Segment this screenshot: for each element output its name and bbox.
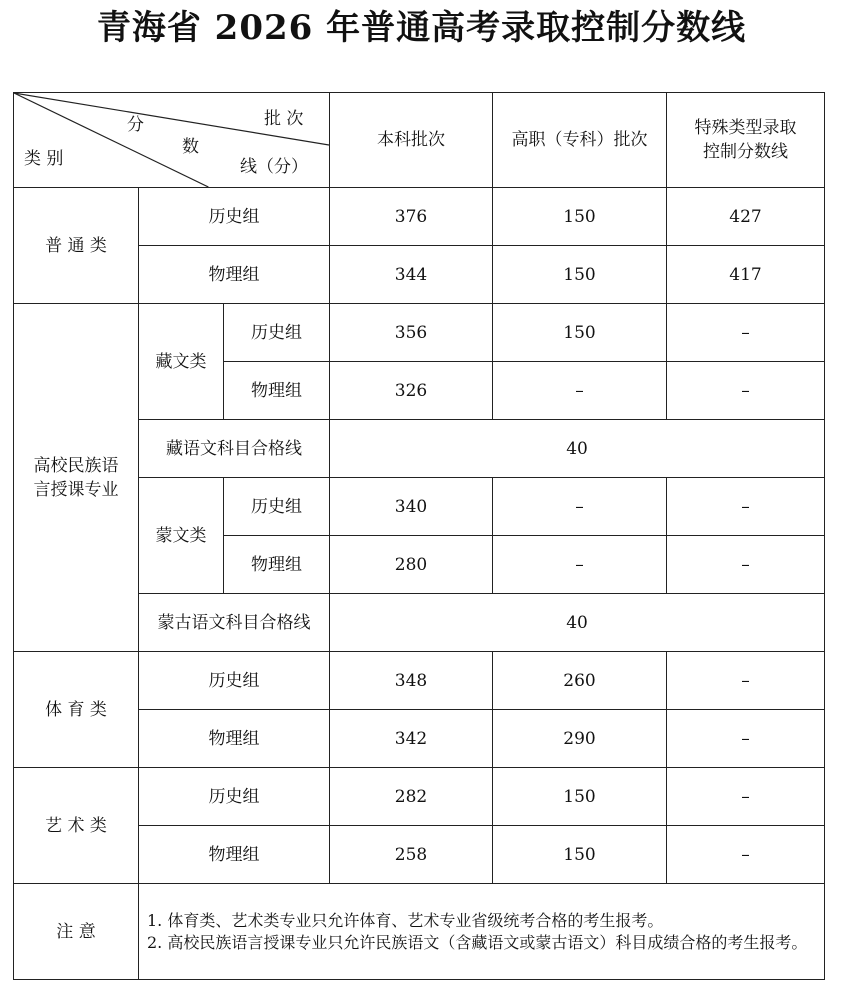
diagonal-header-cell	[14, 93, 330, 188]
category-putong: 普 通 类	[14, 188, 139, 304]
score-gaozhi: 150	[493, 188, 667, 246]
score-gaozhi: 150	[493, 768, 667, 826]
score-teshu: –	[667, 710, 825, 768]
table-row	[14, 188, 825, 246]
col-header-gaozhi: 高职（专科）批次	[493, 93, 667, 188]
score-benke: 282	[330, 768, 493, 826]
col-header-benke: 本科批次	[330, 93, 493, 188]
notes-row	[14, 884, 825, 980]
category-minzu	[14, 304, 139, 652]
score-teshu: –	[667, 478, 825, 536]
score-gaozhi: –	[493, 478, 667, 536]
score-gaozhi: 150	[493, 304, 667, 362]
category-minzu-line1: 高校民族语	[33, 455, 119, 476]
note-line-2: 2. 高校民族语言授课专业只允许民族语文（含藏语文或蒙古语文）科目成绩合格的考生报考。	[147, 932, 808, 952]
pass-line-value: 40	[330, 594, 825, 652]
group-name: 物理组	[224, 362, 330, 420]
group-name: 历史组	[224, 478, 330, 536]
score-teshu: –	[667, 768, 825, 826]
score-benke: 280	[330, 536, 493, 594]
score-gaozhi: 150	[493, 826, 667, 884]
score-gaozhi: –	[493, 536, 667, 594]
score-benke: 258	[330, 826, 493, 884]
score-teshu: 417	[667, 246, 825, 304]
diag-label-fen: 分	[127, 115, 144, 135]
table-row	[14, 652, 825, 710]
score-teshu: –	[667, 826, 825, 884]
pass-line-name: 蒙古语文科目合格线	[139, 594, 330, 652]
score-gaozhi: 260	[493, 652, 667, 710]
score-teshu: –	[667, 304, 825, 362]
group-name: 物理组	[224, 536, 330, 594]
score-gaozhi: 150	[493, 246, 667, 304]
subcategory-zang: 藏文类	[139, 304, 224, 420]
diag-label-leibie: 类 别	[24, 149, 64, 169]
col-header-teshu-line2: 控制分数线	[703, 142, 789, 162]
group-name: 物理组	[139, 826, 330, 884]
score-teshu: 427	[667, 188, 825, 246]
score-table	[13, 92, 825, 980]
diag-label-shu: 数	[182, 137, 199, 157]
category-yishu: 艺 术 类	[14, 768, 139, 884]
score-teshu: –	[667, 536, 825, 594]
diag-label-xian: 线（分）	[240, 157, 308, 177]
score-teshu: –	[667, 652, 825, 710]
table-row	[14, 768, 825, 826]
category-tiyu: 体 育 类	[14, 652, 139, 768]
col-header-teshu-line1: 特殊类型录取	[694, 118, 797, 138]
score-benke: 340	[330, 478, 493, 536]
score-benke: 326	[330, 362, 493, 420]
score-teshu: –	[667, 362, 825, 420]
score-benke: 342	[330, 710, 493, 768]
score-benke: 356	[330, 304, 493, 362]
page-title: 青海省 2026 年普通高考录取控制分数线	[96, 8, 747, 48]
header-row	[14, 93, 825, 188]
score-benke: 376	[330, 188, 493, 246]
group-name: 历史组	[139, 188, 330, 246]
table-row	[14, 304, 825, 362]
note-line-1: 1. 体育类、艺术类专业只允许体育、艺术专业省级统考合格的考生报考。	[147, 910, 664, 930]
col-header-teshu	[667, 93, 825, 188]
group-name: 历史组	[139, 652, 330, 710]
pass-line-value: 40	[330, 420, 825, 478]
group-name: 物理组	[139, 710, 330, 768]
notes-content	[139, 884, 825, 980]
group-name: 物理组	[139, 246, 330, 304]
score-gaozhi: –	[493, 362, 667, 420]
subcategory-meng: 蒙文类	[139, 478, 224, 594]
score-gaozhi: 290	[493, 710, 667, 768]
score-benke: 348	[330, 652, 493, 710]
pass-line-name: 藏语文科目合格线	[139, 420, 330, 478]
score-benke: 344	[330, 246, 493, 304]
group-name: 历史组	[139, 768, 330, 826]
diag-label-pici: 批 次	[264, 109, 304, 129]
group-name: 历史组	[224, 304, 330, 362]
category-minzu-line2: 言授课专业	[33, 479, 119, 500]
notes-label: 注 意	[14, 884, 139, 980]
